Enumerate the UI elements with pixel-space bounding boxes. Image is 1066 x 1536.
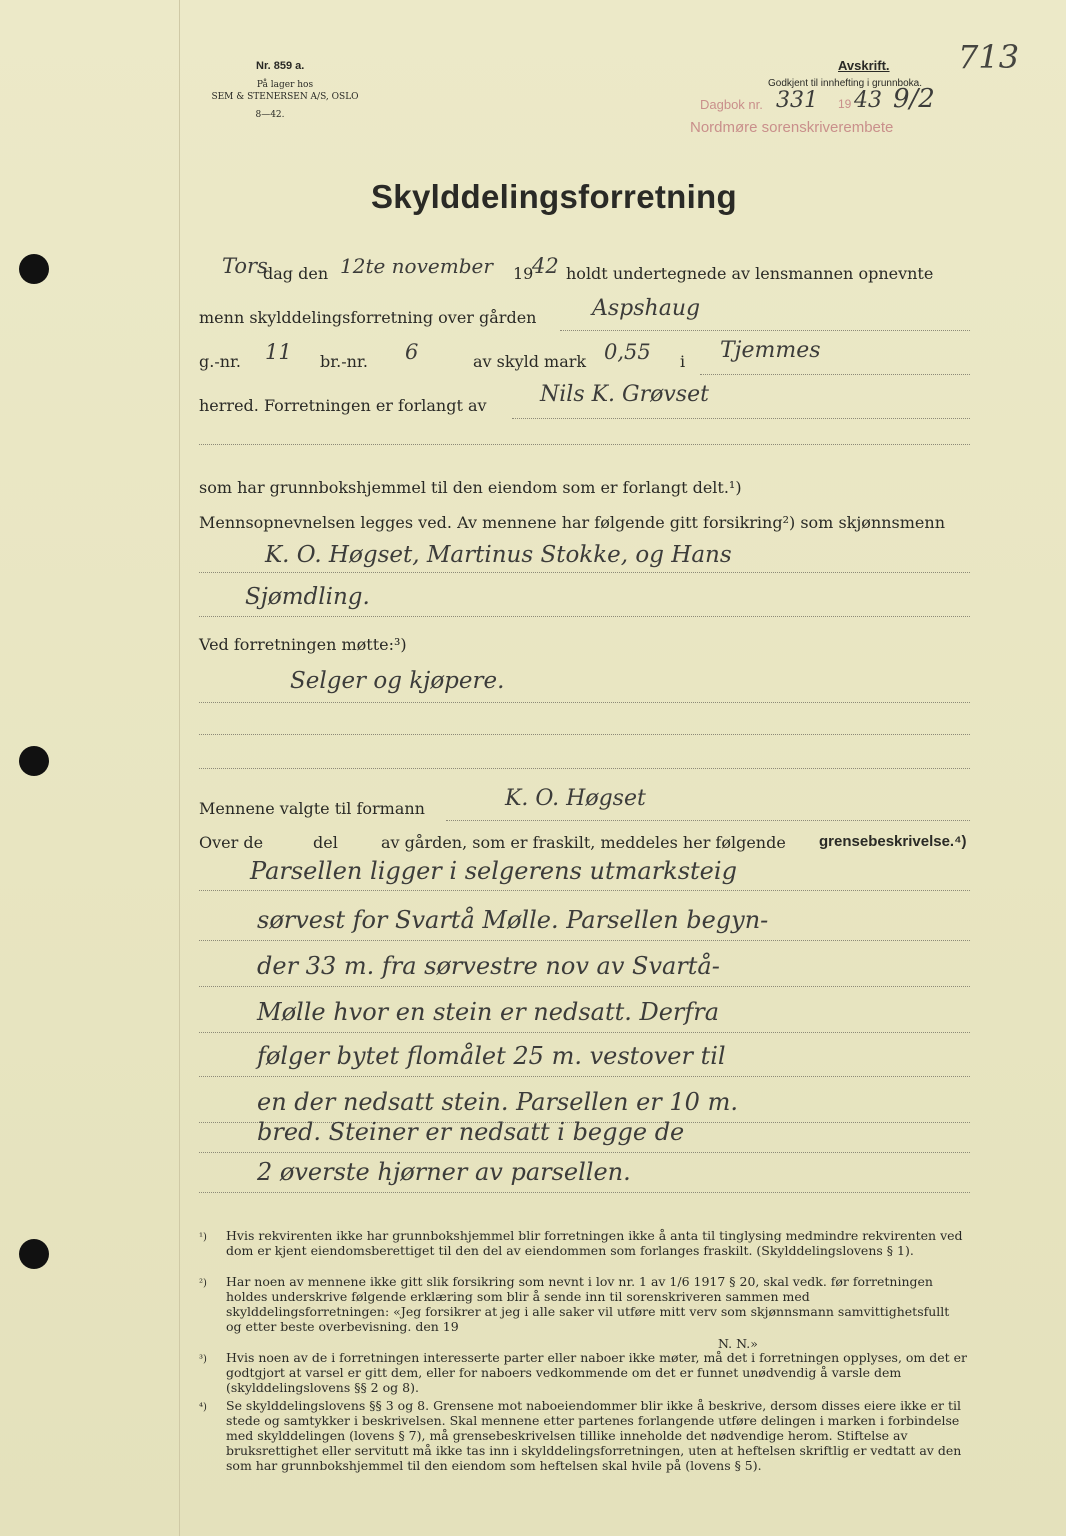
description-dotted-3 xyxy=(199,986,970,987)
description-line-5: følger bytet flomålet 25 m. vestover til xyxy=(257,1042,726,1070)
formann-label: Mennene valgte til formann xyxy=(199,799,425,818)
description-dotted-5 xyxy=(199,1076,970,1077)
footnote-4-mark: ⁴) xyxy=(199,1402,207,1413)
day-label: dag den xyxy=(263,264,329,283)
farm-label: menn skylddelingsforretning over gården xyxy=(199,308,537,327)
formann-dotted-line xyxy=(446,820,970,821)
stamp-office: Nordmøre sorenskriverembete xyxy=(690,119,894,136)
menn-handwritten-2: Sjømdling. xyxy=(245,584,370,610)
blank-dotted-line xyxy=(199,444,970,445)
del-label: del xyxy=(313,833,338,852)
description-line-8: 2 øverste hjørner av parsellen. xyxy=(257,1158,631,1186)
herred-dotted-line xyxy=(700,374,970,375)
description-line-1: Parsellen ligger i selgerens utmarksteig xyxy=(250,857,737,885)
date-handwritten: 12te november xyxy=(340,254,493,278)
document-title: Skylddelingsforretning xyxy=(371,178,737,215)
year-handwritten: 42 xyxy=(532,254,559,278)
menn-dotted-line-2 xyxy=(199,616,970,617)
requester-handwritten: Nils K. Grøvset xyxy=(540,382,709,407)
footnote-3: Hvis noen av de i forretningen interesserte parter eller naboer ikke møter, må det i forretningen opplyses, om det er godtgjort at varsel er gitt dem, eller for naboers vedkommende om det er funnet unødvendig å varsle dem (skylddelingslovens §§ 2 og 8). xyxy=(226,1350,968,1395)
description-line-2: sørvest for Svartå Mølle. Parsellen begyn- xyxy=(257,906,769,934)
gnr-handwritten: 11 xyxy=(265,340,292,364)
footnote-1: Hvis rekvirenten ikke har grunnbokshjemmel blir forretningen ikke å anta til tinglysing medmindre rekvirenten ved dom er kjent eiendomsberettiget til den del av eiendommen som forlanges fraskilt. (Skylddelingslovens § 1). xyxy=(226,1228,963,1258)
i-label: i xyxy=(680,352,686,371)
menn-text: Mennsopnevnelsen legges ved. Av mennene har følgende gitt forsikring²) som skjønnsmenn xyxy=(199,513,946,532)
farm-handwritten: Aspshaug xyxy=(592,296,701,321)
dagbok-number: 331 xyxy=(776,88,818,113)
avskrift-label: Avskrift. xyxy=(838,58,890,73)
stamp-date: 9/2 xyxy=(893,84,935,114)
stamp-year-prefix: 19 xyxy=(838,97,852,111)
punch-hole-bottom xyxy=(19,1239,49,1269)
grense-label: grensebeskrivelse.⁴) xyxy=(819,833,967,850)
grunnbok-text: som har grunnbokshjemmel til den eiendom som er forlangt delt.¹) xyxy=(199,478,742,497)
bnr-handwritten: 6 xyxy=(405,340,419,364)
description-dotted-2 xyxy=(199,940,970,941)
footnote-1-mark: ¹) xyxy=(199,1232,207,1243)
form-number: Nr. 859 a. xyxy=(256,60,305,72)
over-de-label: Over de xyxy=(199,833,264,852)
farm-dotted-line xyxy=(560,330,970,331)
footnote-2: Har noen av mennene ikke gitt slik forsikring som nevnt i lov nr. 1 av 1/6 1917 § 20, skal vedk. før forretningen holdes underskrive følgende erklæring som blir å sende inn til sorenskriveren sammen med skylddelingsforretningen: «Jeg forsikrer at jeg i alle saker vil utføre mitt verv som skjønnsmann samvittighetsfullt og etter beste overbevisning. den 19 xyxy=(226,1274,950,1334)
description-dotted-7 xyxy=(199,1152,970,1153)
menn-dotted-line-1 xyxy=(199,572,970,573)
skyld-handwritten: 0,55 xyxy=(604,340,651,364)
day-handwritten: Tors xyxy=(222,254,268,278)
stamp-year: 43 xyxy=(854,88,882,113)
description-dotted-4 xyxy=(199,1032,970,1033)
requester-dotted-line xyxy=(512,418,970,419)
menn-handwritten-1: K. O. Høgset, Martinus Stokke, og Hans xyxy=(265,542,732,568)
description-line-4: Mølle hvor en stein er nedsatt. Derfra xyxy=(257,998,720,1026)
formann-handwritten: K. O. Høgset xyxy=(505,786,646,811)
footnote-4: Se skylddelingslovens §§ 3 og 8. Grensene mot naboeiendommer blir ikke å beskrive, dersom disses eiere ikke er til stede og samtykker i beskrivelsen. Skal mennene etter partenes forlangende utføre delingen i marken i forbindelse med skylddelingen (lovens § 7), må grensebeskrivelsen tillike inneholde det nødvendige herom. Stiftelse av bruksrettighet eller servitutt må ikke tas inn i skylddelingsforretningen, uten at heftelsen skriftlig er vedtatt av den som har grunnbokshjemmel til den eiendom som heftelsen skal hvile på (lovens § 5). xyxy=(226,1398,962,1473)
year-prefix: 19 xyxy=(513,264,534,283)
description-dotted-1 xyxy=(199,890,970,891)
printer-line-2: SEM & STENERSEN A/S, OSLO xyxy=(211,92,359,102)
footnote-2-signature: N. N.» xyxy=(718,1336,758,1351)
description-line-3: der 33 m. fra sørvestre nov av Svartå- xyxy=(257,952,720,980)
held-text: holdt undertegnede av lensmannen opnevnte xyxy=(566,264,934,283)
godkjent-note: Godkjent til innhefting i grunnboka. xyxy=(768,78,922,89)
mote-dotted-line-1 xyxy=(199,702,970,703)
footnote-3-mark: ³) xyxy=(199,1354,207,1365)
gnr-label: g.-nr. xyxy=(199,352,242,371)
punch-hole-middle xyxy=(19,746,49,776)
description-line-7: bred. Steiner er nedsatt i begge de xyxy=(257,1118,685,1146)
printer-line-1: På lager hos xyxy=(256,80,314,90)
mote-dotted-line-3 xyxy=(199,768,970,769)
description-line-6: en der nedsatt stein. Parsellen er 10 m. xyxy=(257,1088,738,1116)
mote-handwritten: Selger og kjøpere. xyxy=(290,668,505,694)
herred-label: herred. Forretningen er forlangt av xyxy=(199,396,487,415)
printer-line-3: 8—42. xyxy=(255,110,285,120)
punch-hole-top xyxy=(19,254,49,284)
page-number: 713 xyxy=(958,38,1020,76)
bnr-label: br.-nr. xyxy=(320,352,368,371)
mote-label: Ved forretningen møtte:³) xyxy=(199,635,407,654)
footnote-2-mark: ²) xyxy=(199,1278,207,1289)
herred-handwritten: Tjemmes xyxy=(720,338,821,363)
fraskilt-text: av gården, som er fraskilt, meddeles her følgende xyxy=(381,833,786,852)
dagbok-label: Dagbok nr. xyxy=(700,97,763,112)
skyld-label: av skyld mark xyxy=(473,352,587,371)
margin-rule xyxy=(179,0,180,1536)
mote-dotted-line-2 xyxy=(199,734,970,735)
description-dotted-8 xyxy=(199,1192,970,1193)
